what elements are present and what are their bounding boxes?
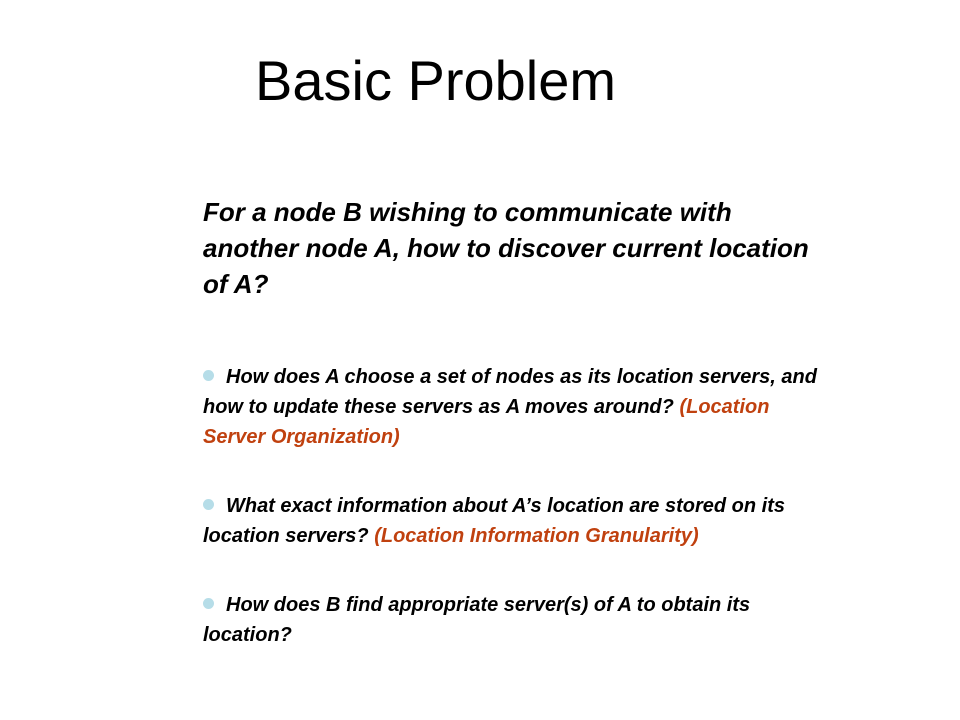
circle-bullet-icon [203, 370, 214, 381]
bullet-item-location-server-organization [203, 362, 823, 452]
bullet-item-find-server [203, 590, 823, 650]
circle-bullet-icon [203, 499, 214, 510]
bullet-list [203, 362, 823, 689]
bullet-text: How does A choose a set of nodes as its location servers, and how to update these servers as A moves around? [203, 366, 817, 418]
main-question: For a node B wishing to communicate with another node A, how to discover current location of A? [203, 197, 809, 299]
bullet-text: What exact information about A’s location are stored on its location servers? [203, 495, 785, 547]
slide-title: Basic Problem [255, 49, 617, 112]
bullet-note: (Location Server Organization) [203, 396, 770, 448]
bullet-note: (Location Information Granularity) [374, 525, 699, 547]
circle-bullet-icon [203, 598, 214, 609]
bullet-item-location-information-granularity [203, 491, 823, 551]
bullet-text: How does B find appropriate server(s) of A to obtain its location? [203, 594, 751, 646]
